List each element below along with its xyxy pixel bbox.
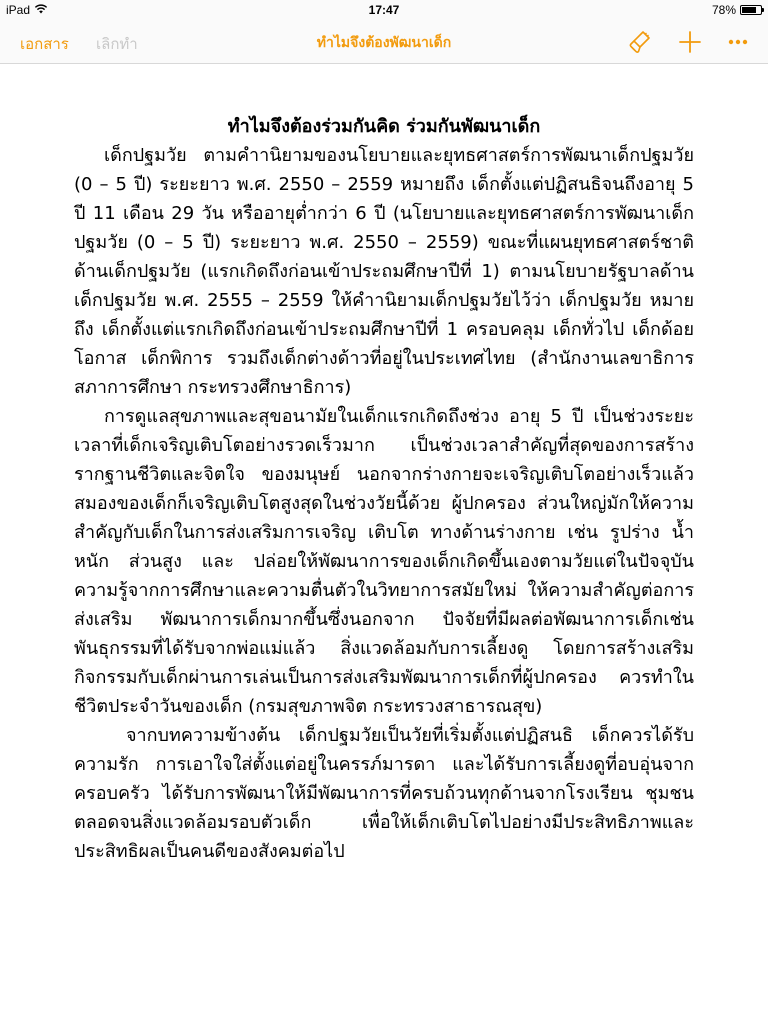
- clock: 17:47: [368, 3, 400, 17]
- add-icon[interactable]: [676, 29, 704, 55]
- paragraph-1: เด็กปฐมวัย ตามคำานิยามของนโยบายและยุทธศาสตร์การพัฒนาเด็กปฐมวัย (0 – 5 ปี) ระยะยาว พ.ศ. 2550 – 2559 หมายถึง เด็กตั้งแต่ปฏิสนธิจนถึงอายุ 5 ปี 11 เดือน 29 วัน หรืออายุต่ำกว่า 6 ปี (นโยบายและยุทธศาสตร์การพัฒนาเด็กปฐมวัย (0 – 5 ปี) ระยะยาว พ.ศ. 2550 – 2559) ขณะที่แผนยุทธศาสตร์ชาติ ด้านเด็กปฐมวัย (แรกเกิดถึงก่อนเข้าประถมศึกษาปีที่ 1) ตามนโยบายรัฐบาลด้านเด็กปฐมวัย พ.ศ. 2555 – 2559 ให้คำานิยามเด็กปฐมวัยไว้ว่า เด็กปฐมวัย หมายถึง เด็กตั้งแต่แรกเกิดถึงก่อนเข้าประถมศึกษาปีที่ 1 ครอบคลุม เด็กทั่วไป เด็กด้อยโอกาส เด็กพิการ รวมถึงเด็กต่างด้าวที่อยู่ในประเทศไทย (สำนักงานเลขาธิการสภาการศึกษา กระทรวงศึกษาธิการ): [74, 145, 694, 398]
- undo-button[interactable]: เลิกทำ: [96, 35, 138, 53]
- device-label: iPad: [6, 3, 31, 17]
- paragraph-3: จากบทความข้างต้น เด็กปฐมวัยเป็นวัยที่เริ่มตั้งแต่ปฏิสนธิ เด็กควรได้รับความรัก การเอาใจใส่ตั้งแต่อยู่ในครรภ์มารดา และได้รับการเลี้ยงดูที่อบอุ่นจากครอบครัว ได้รับการพัฒนาให้มีพัฒนาการที่ครบถ้วนทุกด้านจากโรงเรียน ชุมชน ตลอดจนสิ่งแวดล้อมรอบตัวเด็ก เพื่อให้เด็กเติบโตไปอย่างมีประสิทธิภาพและประสิทธิผลเป็นคนดีของสังคมต่อไป: [74, 725, 694, 862]
- status-bar: [0, 0, 768, 20]
- document-body[interactable]: [74, 112, 694, 866]
- status-right: [712, 3, 762, 17]
- more-icon[interactable]: [724, 29, 752, 55]
- battery-percent: 78%: [711, 3, 736, 17]
- document-toolbar: [0, 20, 768, 64]
- document-heading: ทำไมจึงต้องร่วมกันคิด ร่วมกันพัฒนาเด็ก: [227, 116, 541, 137]
- battery-icon: [740, 5, 762, 15]
- documents-button[interactable]: เอกสาร: [20, 35, 69, 53]
- battery-nub: [762, 8, 764, 12]
- battery-fill: [742, 7, 756, 13]
- format-brush-icon[interactable]: [626, 29, 654, 55]
- document-title[interactable]: ทำไมจึงต้องพัฒนาเด็ก: [316, 35, 452, 51]
- paragraph-2: การดูแลสุขภาพและสุขอนามัยในเด็กแรกเกิดถึงช่วง อายุ 5 ปี เป็นช่วงระยะเวลาที่เด็กเจริญเติบโตอย่างรวดเร็วมาก เป็นช่วงเวลาสำคัญที่สุดของการสร้างรากฐานชีวิตและจิตใจ ของมนุษย์ นอกจากร่างกายจะเจริญเติบโตอย่างเร็วแล้ว สมองของเด็กก็เจริญเติบโตสูงสุดในช่วงวัยนี้ด้วย ผู้ปกครอง ส่วนใหญ่มักให้ความสำคัญกับเด็กในการส่งเสริมการเจริญ เติบโต ทางด้านร่างกาย เช่น รูปร่าง น้ำหนัก ส่วนสูง และ ปล่อยให้พัฒนาการของเด็กเกิดขึ้นเองตามวัยแต่ในปัจจุบัน ความรู้จากการศึกษาและความตื่นตัวในวิทยาการสมัยใหม่ ให้ความสำคัญต่อการส่งเสริม พัฒนาการเด็กมากขึ้นซึ่งนอกจาก ปัจจัยที่มีผลต่อพัฒนาการเด็กเช่นพันธุกรรมที่ได้รับจากพ่อแม่แล้ว สิ่งแวดล้อมกับการเลี้ยงดู โดยการสร้างเสริม กิจกรรมกับเด็กผ่านการเล่นเป็นการส่งเสริมพัฒนาการเด็กที่ผู้ปกครอง ควรทำในชีวิตประจำวันของเด็ก (กรมสุขภาพจิต กระทรวงสาธารณสุข): [74, 406, 694, 717]
